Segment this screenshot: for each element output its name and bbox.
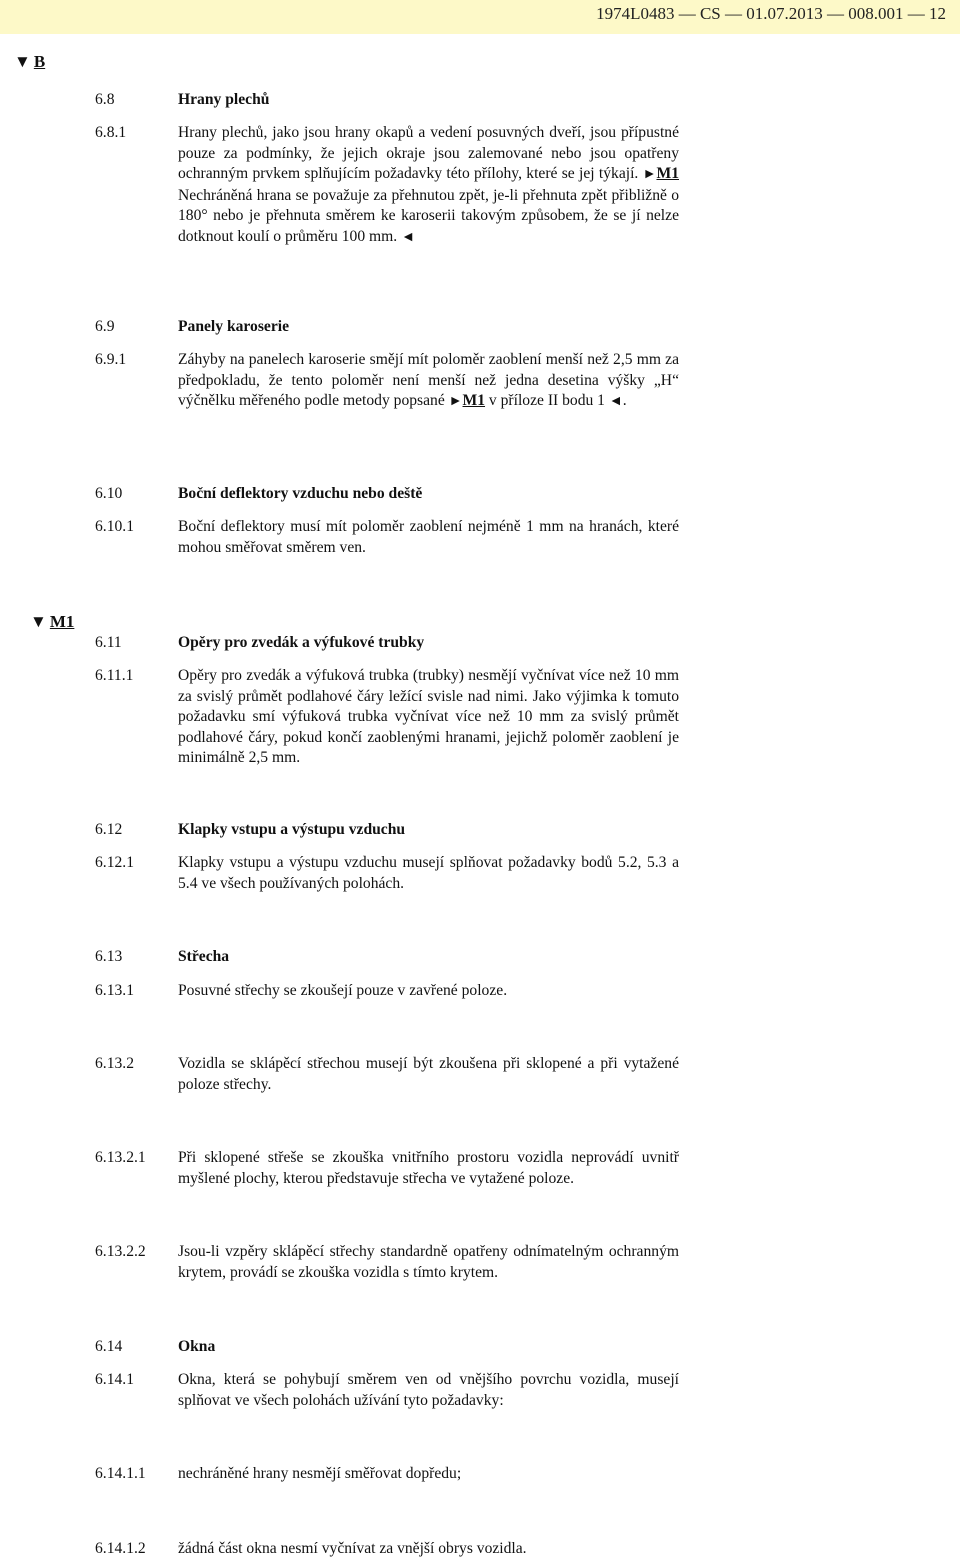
section-text: Vozidla se sklápěcí střechou musejí být zkoušena při sklopené a při vytažené poloze střechy.: [178, 1055, 679, 1093]
amendment-start-icon: ►: [642, 167, 657, 182]
section-6-10-1: [95, 517, 679, 558]
section-6-13-1: [95, 981, 679, 1002]
section-text: Jsou-li vzpěry sklápěcí střechy standardně opatřeny odnímatelným ochranným krytem, provádí se zkouška vozidla s tímto krytem.: [178, 1243, 679, 1281]
section-number: 6.13: [95, 948, 123, 965]
section-6-9-1: [95, 350, 679, 413]
section-number: 6.13.1: [95, 982, 134, 999]
section-6-8-heading: [95, 90, 679, 111]
section-6-14-1-1: [95, 1464, 679, 1485]
section-number: 6.8.1: [95, 124, 127, 141]
text-part: .: [622, 392, 627, 409]
section-title: Panely karoserie: [178, 318, 290, 335]
section-number: 6.11: [95, 634, 122, 651]
section-6-14-1: [95, 1370, 679, 1411]
section-6-13-2: [95, 1054, 679, 1095]
section-6-14-1-2: [95, 1539, 679, 1560]
amendment-end-icon: ◄: [401, 229, 415, 245]
section-6-8-1: [95, 123, 679, 248]
section-number: 6.13.2.1: [95, 1149, 146, 1166]
section-number: 6.14.1.1: [95, 1465, 146, 1482]
section-title: Střecha: [178, 948, 230, 965]
section-number: 6.13.2.2: [95, 1243, 146, 1260]
section-text: žádná část okna nesmí vyčnívat za vnější obrys vozidla.: [178, 1540, 527, 1557]
amendment-marker-b[interactable]: [14, 52, 45, 72]
amendment-start-icon: ►: [448, 394, 463, 409]
amendment-ref-link[interactable]: M1: [656, 165, 679, 182]
amendment-marker-m1[interactable]: [30, 612, 74, 632]
triangle-down-icon: ▼: [30, 612, 47, 631]
section-number: 6.8: [95, 91, 115, 108]
section-number: 6.13.2: [95, 1055, 134, 1072]
amendment-end-icon: ◄: [608, 394, 623, 409]
section-text: Posuvné střechy se zkoušejí pouze v zavřené poloze.: [178, 982, 508, 999]
section-6-11-1: [95, 666, 679, 769]
section-6-14-heading: [95, 1337, 679, 1358]
section-number: 6.14.1: [95, 1371, 134, 1388]
section-title: Okna: [178, 1338, 216, 1355]
section-title: Opěry pro zvedák a výfukové trubky: [178, 634, 425, 651]
section-number: 6.9: [95, 318, 115, 335]
section-text: [178, 123, 679, 248]
section-title: Boční deflektory vzduchu nebo deště: [178, 485, 423, 502]
section-number: 6.9.1: [95, 351, 127, 368]
section-6-10-heading: [95, 484, 679, 505]
section-number: 6.11.1: [95, 667, 134, 684]
section-6-9-heading: [95, 317, 679, 338]
text-part: v příloze II bodu 1: [485, 392, 609, 409]
section-number: 6.12: [95, 821, 123, 838]
amendment-ref-link[interactable]: M1: [462, 392, 486, 409]
section-text: Okna, která se pohybují směrem ven od vnějšího povrchu vozidla, musejí splňovat ve všech polohách užívání tyto požadavky:: [178, 1371, 679, 1409]
section-6-13-heading: [95, 947, 679, 968]
section-text: nechráněné hrany nesmějí směřovat dopředu;: [178, 1465, 462, 1482]
section-text: [178, 350, 679, 413]
text-part: Záhyby na panelech karoserie smějí mít poloměr zaoblení menší než 2,5 mm za předpokladu, že tento poloměr není menší než jedna desetina výšky „H“ výčnělku měřeného podle metody popsané: [178, 351, 679, 409]
section-text: Opěry pro zvedák a výfuková trubka (trubky) nesmějí vyčnívat více než 10 mm za svislý průmět podlahové čáry ležící svisle nad nimi. Jako výjimka k tomuto požadavku smí výfuková trubka vyčnívat více než 10 mm za svislý průmět podlahové čáry, pokud končí zaoblenými hranami, jejichž poloměr zaoblení je minimálně 2,5 mm.: [178, 667, 679, 766]
section-number: 6.14: [95, 1338, 123, 1355]
section-6-12-1: [95, 853, 679, 894]
section-number: 6.10.1: [95, 518, 134, 535]
section-title: Hrany plechů: [178, 91, 270, 108]
section-6-11-heading: [95, 633, 679, 654]
section-title: Klapky vstupu a výstupu vzduchu: [178, 821, 406, 838]
section-6-13-2-1: [95, 1148, 679, 1189]
section-number: 6.14.1.2: [95, 1540, 146, 1557]
section-text: Boční deflektory musí mít poloměr zaoblení nejméně 1 mm na hranách, které mohou směřovat směrem ven.: [178, 518, 679, 556]
section-6-12-heading: [95, 820, 679, 841]
section-number: 6.12.1: [95, 854, 134, 871]
section-number: 6.10: [95, 485, 123, 502]
marker-label: M1: [49, 612, 75, 631]
header-reference: 1974L0483 — CS — 01.07.2013 — 008.001 — 12: [596, 4, 946, 23]
text-part: Nechráněná hrana se považuje za přehnutou zpět, je-li přehnuta zpět přibližně o 180° nebo je přehnuta směrem ke karoserii takovým způsobem, že se jí nelze dotknout koulí o průměru 100 mm.: [178, 186, 679, 245]
section-text: Klapky vstupu a výstupu vzduchu musejí splňovat požadavky bodů 5.2, 5.3 a 5.4 ve všech používaných polohách.: [178, 854, 679, 892]
section-6-13-2-2: [95, 1242, 679, 1283]
section-text: Při sklopené střeše se zkouška vnitřního prostoru vozidla neprovádí uvnitř myšlené plochy, kterou představuje střecha ve vytažené poloze.: [178, 1149, 679, 1187]
document-header: [0, 0, 960, 34]
triangle-down-icon: ▼: [14, 52, 31, 71]
text-part: Hrany plechů, jako jsou hrany okapů a vedení posuvných dveří, jsou přípustné pouze za podmínky, že jejich okraje jsou zalemované nebo jsou opatřeny ochranným prvkem splňujícím požadavky této přílohy, které se jej týkají.: [178, 124, 679, 182]
marker-label: B: [33, 52, 46, 71]
